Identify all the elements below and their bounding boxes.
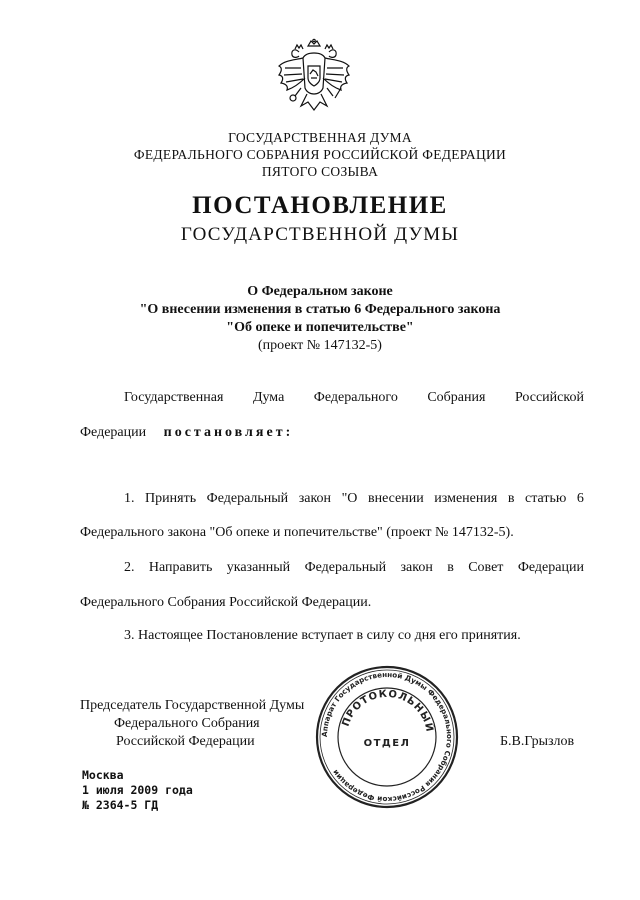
item-word: в <box>507 491 515 506</box>
coat-of-arms-emblem <box>275 38 353 116</box>
item-word: указанный <box>226 560 291 575</box>
header-line-2: ФЕДЕРАЛЬНОГО СОБРАНИЯ РОССИЙСКОЙ ФЕДЕРАЦИИ <box>133 147 507 162</box>
preamble-federation: Федерации <box>80 425 147 440</box>
item-word: Принять <box>145 491 197 506</box>
document-title: ПОСТАНОВЛЕНИЕ <box>192 192 448 219</box>
preamble-word: Дума <box>252 390 285 405</box>
stamp-center-text: ОТДЕЛ <box>363 738 411 749</box>
item-word: "О <box>341 491 358 506</box>
signatory-name: Б.В.Грызлов <box>500 734 575 749</box>
item-1-line-1 <box>124 491 584 507</box>
official-stamp <box>312 662 462 812</box>
item-2-line-1 <box>124 560 584 576</box>
signature-position-line-1: Председатель Государственной Думы <box>80 698 305 713</box>
item-word: в <box>447 560 454 575</box>
preamble-word: Собрания <box>427 390 486 405</box>
preamble-word: Российской <box>514 390 584 405</box>
stamp-outer-text: Аппарат Государственной Думы Федерального Собрания Российской Федерации <box>319 669 455 805</box>
footer-number: № 2364-5 ГД <box>82 798 159 812</box>
item-word: Направить <box>148 560 213 575</box>
header-line-3: ПЯТОГО СОЗЫВА <box>261 164 379 179</box>
subject-line-1: О Федеральном законе <box>247 284 393 299</box>
item-word: Федеральный <box>304 560 387 575</box>
item-word: 1. <box>124 491 135 506</box>
signature-position-line-2: Федерального Собрания <box>114 716 260 731</box>
footer-date: 1 июля 2009 года <box>82 783 193 797</box>
item-2-line-2: Федерального Собрания Российской Федерации. <box>80 595 372 610</box>
preamble-keyword: постановляет: <box>163 425 294 440</box>
item-word: 6 <box>576 491 584 506</box>
subject-project-number: (проект № 147132-5) <box>258 338 382 353</box>
item-word: закон <box>400 560 433 575</box>
item-word: закон <box>298 491 332 506</box>
header-line-1: ГОСУДАРСТВЕННАЯ ДУМА <box>228 130 412 145</box>
item-word: Федеральный <box>206 491 289 506</box>
item-word: Совет <box>468 560 504 575</box>
preamble-line-2 <box>80 425 293 441</box>
item-word: 2. <box>124 560 135 575</box>
footer-city: Москва <box>82 768 124 782</box>
preamble-line-1 <box>124 390 584 406</box>
item-word: внесении <box>367 491 424 506</box>
preamble-word: Федерального <box>313 390 398 405</box>
document-subtitle: ГОСУДАРСТВЕННОЙ ДУМЫ <box>180 224 460 245</box>
item-word: статью <box>525 491 567 506</box>
item-word: изменения <box>434 491 498 506</box>
item-word: Федерации <box>517 560 584 575</box>
subject-line-2: "О внесении изменения в статью 6 Федерального закона <box>139 302 501 317</box>
item-1-line-2: Федерального закона "Об опеке и попечительстве" (проект № 147132-5). <box>80 525 514 540</box>
subject-line-3: "Об опеке и попечительстве" <box>226 320 414 335</box>
preamble-word: Государственная <box>124 390 224 405</box>
stamp-inner-text: ПРОТОКОЛЬНЫЙ <box>340 688 435 734</box>
signature-position-line-3: Российской Федерации <box>116 734 255 749</box>
svg-text:ПРОТОКОЛЬНЫЙ <box>341 689 437 734</box>
item-3-line-1: 3. Настоящее Постановление вступает в силу со дня его принятия. <box>124 628 521 643</box>
